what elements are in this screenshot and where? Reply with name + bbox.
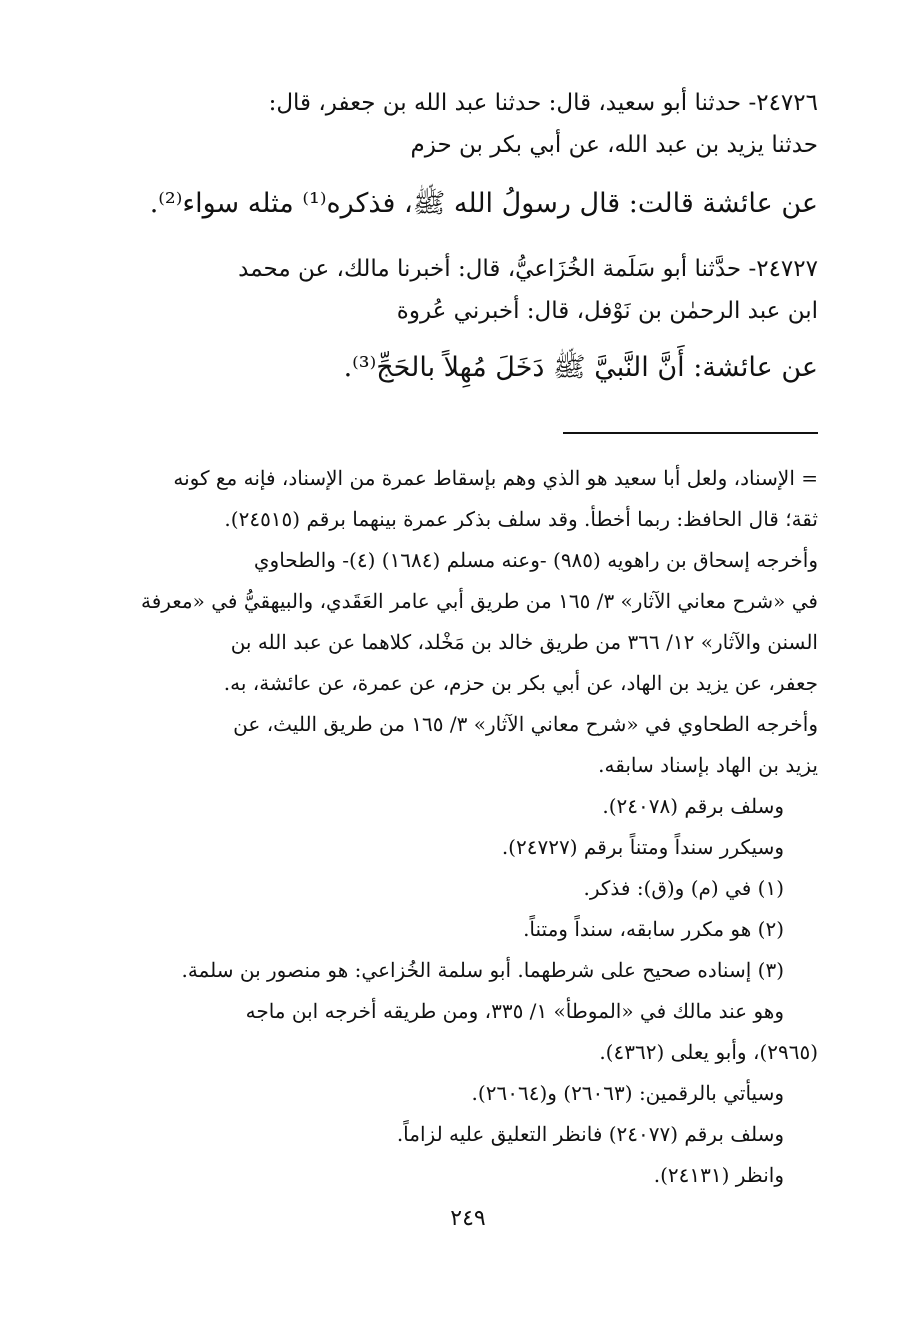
footnote-line: جعفر، عن يزيد بن الهاد، عن أبي بكر بن حزم، عن عمرة، عن عائشة، به. xyxy=(223,671,818,695)
footnote-line: وسيأتي بالرقمين: (٢٦٠٦٣) و(٢٦٠٦٤). xyxy=(471,1081,784,1105)
footnote-line: وأخرجه إسحاق بن راهويه (٩٨٥) -وعنه مسلم (١٦٨٤) (٤)- والطحاوي xyxy=(253,548,818,572)
footnote-line: يزيد بن الهاد بإسناد سابقه. xyxy=(598,753,818,777)
footnote-line: وانظر (٢٤١٣١). xyxy=(653,1163,784,1187)
footnote-line: وأخرجه الطحاوي في «شرح معاني الآثار» ٣/ ١٦٥ من طريق الليث، عن xyxy=(233,712,818,736)
document-page xyxy=(118,78,818,1258)
footnote-2: (٢) هو مكرر سابقه، سنداً ومتناً. xyxy=(523,917,784,941)
footnote-line: السنن والآثار» ١٢/ ٣٦٦ من طريق خالد بن مَخْلد، كلاهما عن عبد الله بن xyxy=(230,630,818,654)
hadith-1-matn: عن عائشة قالت: قال رسولُ الله ﷺ، فذكره⁽¹⁾ مثله سواء⁽²⁾. xyxy=(149,188,818,219)
footnote-line: وسلف برقم (٢٤٠٧٨). xyxy=(602,794,784,818)
hadith-2-isnad-line-2: ابن عبد الرحمٰن بن نَوْفل، قال: أخبرني عُروة xyxy=(396,298,818,324)
footnote-3: (٣) إسناده صحيح على شرطهما. أبو سلمة الخُزاعي: هو منصور بن سلمة. xyxy=(181,958,784,982)
footnote-line: = الإسناد، ولعل أبا سعيد هو الذي وهم بإسقاط عمرة من الإسناد، فإنه مع كونه xyxy=(173,466,818,490)
footnote-separator xyxy=(563,432,818,434)
page-number: ٢٤٩ xyxy=(450,1206,486,1231)
hadith-1-isnad-line-2: حدثنا يزيد بن عبد الله، عن أبي بكر بن حزم xyxy=(410,132,818,158)
footnote-1: (١) في (م) و(ق): فذكر. xyxy=(583,876,784,900)
footnote-line: في «شرح معاني الآثار» ٣/ ١٦٥ من طريق أبي عامر العَقَدي، والبيهقيُّ في «معرفة xyxy=(140,589,818,613)
footnote-line: وهو عند مالك في «الموطأ» ١/ ٣٣٥، ومن طريقه أخرجه ابن ماجه xyxy=(245,999,784,1023)
footnote-line: (٢٩٦٥)، وأبو يعلى (٤٣٦٢). xyxy=(599,1040,818,1064)
hadith-2-isnad-line-1: ٢٤٧٢٧- حدَّثنا أبو سَلَمة الخُزَاعيُّ، قال: أخبرنا مالك، عن محمد xyxy=(238,256,818,282)
hadith-2-matn: عن عائشة: أَنَّ النَّبيَّ ﷺ دَخَلَ مُهِلاً بالحَجِّ⁽³⁾. xyxy=(343,352,818,383)
hadith-1-isnad-line-1: ٢٤٧٢٦- حدثنا أبو سعيد، قال: حدثنا عبد الله بن جعفر، قال: xyxy=(268,90,818,116)
footnote-line: ثقة؛ قال الحافظ: ربما أخطأ. وقد سلف بذكر عمرة بينهما برقم (٢٤٥١٥). xyxy=(224,507,818,531)
footnote-line: وسيكرر سنداً ومتناً برقم (٢٤٧٢٧). xyxy=(501,835,784,859)
footnote-line: وسلف برقم (٢٤٠٧٧) فانظر التعليق عليه لزاماً. xyxy=(396,1122,784,1146)
